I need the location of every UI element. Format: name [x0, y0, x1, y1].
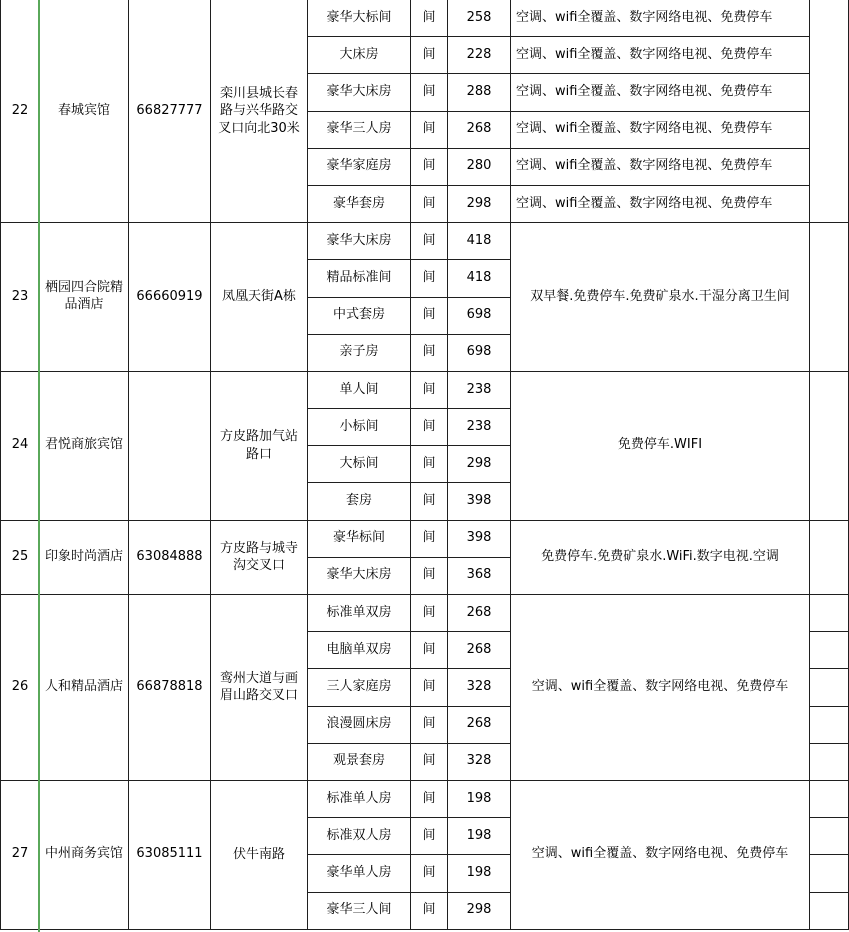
amenities-cell: 空调、wifi全覆盖、数字网络电视、免费停车	[511, 780, 810, 929]
room-type-cell: 中式套房	[308, 297, 411, 334]
table-row	[1, 520, 849, 557]
price-cell: 258	[448, 0, 511, 37]
room-type-cell: 标准单双房	[308, 595, 411, 632]
price-cell: 298	[448, 446, 511, 483]
room-type-cell: 豪华大床房	[308, 74, 411, 111]
address-cell: 凤凰天街A栋	[211, 223, 308, 372]
unit-cell: 间	[411, 409, 448, 446]
empty-cell	[810, 743, 849, 780]
amenities-cell: 空调、wifi全覆盖、数字网络电视、免费停车	[511, 37, 810, 74]
address-cell: 方皮路与城寺沟交叉口	[211, 520, 308, 594]
room-type-cell: 豪华套房	[308, 185, 411, 222]
row-number-cell: 22	[1, 0, 40, 223]
price-cell: 418	[448, 223, 511, 260]
row-number-cell: 23	[1, 223, 40, 372]
room-type-cell: 豪华大床房	[308, 223, 411, 260]
empty-cell	[810, 632, 849, 669]
hotel-name-cell: 中州商务宾馆	[40, 780, 129, 929]
address-cell: 方皮路加气站路口	[211, 371, 308, 520]
unit-cell: 间	[411, 74, 448, 111]
unit-cell: 间	[411, 334, 448, 371]
price-cell: 268	[448, 706, 511, 743]
phone-cell: 66878818	[129, 595, 211, 781]
table-row	[1, 780, 849, 817]
row-number-cell: 24	[1, 371, 40, 520]
amenities-cell: 空调、wifi全覆盖、数字网络电视、免费停车	[511, 111, 810, 148]
empty-cell	[810, 780, 849, 817]
price-cell: 268	[448, 595, 511, 632]
hotel-name-cell: 人和精品酒店	[40, 595, 129, 781]
phone-cell: 66660919	[129, 223, 211, 372]
address-cell: 鸾州大道与画眉山路交叉口	[211, 595, 308, 781]
table-row	[1, 223, 849, 260]
price-cell: 198	[448, 780, 511, 817]
price-cell: 328	[448, 669, 511, 706]
phone-cell: 66827777	[129, 0, 211, 223]
price-cell: 228	[448, 37, 511, 74]
empty-cell	[810, 520, 849, 594]
empty-cell	[810, 818, 849, 855]
phone-cell	[129, 371, 211, 520]
room-type-cell: 大床房	[308, 37, 411, 74]
phone-cell: 63084888	[129, 520, 211, 594]
room-type-cell: 豪华三人房	[308, 111, 411, 148]
unit-cell: 间	[411, 743, 448, 780]
unit-cell: 间	[411, 706, 448, 743]
empty-cell	[810, 223, 849, 372]
price-cell: 268	[448, 111, 511, 148]
unit-cell: 间	[411, 595, 448, 632]
green-grid-line	[38, 0, 40, 932]
unit-cell: 间	[411, 297, 448, 334]
empty-cell	[810, 855, 849, 892]
empty-cell	[810, 371, 849, 520]
amenities-cell: 空调、wifi全覆盖、数字网络电视、免费停车	[511, 595, 810, 781]
unit-cell: 间	[411, 260, 448, 297]
price-cell: 698	[448, 297, 511, 334]
amenities-cell: 空调、wifi全覆盖、数字网络电视、免费停车	[511, 0, 810, 37]
amenities-cell: 双早餐.免费停车.免费矿泉水.干湿分离卫生间	[511, 223, 810, 372]
amenities-cell: 空调、wifi全覆盖、数字网络电视、免费停车	[511, 148, 810, 185]
table-row	[1, 0, 849, 37]
price-cell: 298	[448, 185, 511, 222]
unit-cell: 间	[411, 483, 448, 520]
room-type-cell: 单人间	[308, 371, 411, 408]
price-cell: 698	[448, 334, 511, 371]
room-type-cell: 套房	[308, 483, 411, 520]
hotel-name-cell: 春城宾馆	[40, 0, 129, 223]
row-number-cell: 25	[1, 520, 40, 594]
unit-cell: 间	[411, 669, 448, 706]
price-cell: 238	[448, 371, 511, 408]
empty-cell	[810, 0, 849, 223]
address-cell: 栾川县城长春路与兴华路交叉口向北30米	[211, 0, 308, 223]
price-cell: 280	[448, 148, 511, 185]
room-type-cell: 豪华大标间	[308, 0, 411, 37]
price-cell: 398	[448, 483, 511, 520]
unit-cell: 间	[411, 892, 448, 929]
hotel-name-cell: 印象时尚酒店	[40, 520, 129, 594]
empty-cell	[810, 669, 849, 706]
price-cell: 268	[448, 632, 511, 669]
price-cell: 328	[448, 743, 511, 780]
unit-cell: 间	[411, 223, 448, 260]
room-type-cell: 豪华标间	[308, 520, 411, 557]
unit-cell: 间	[411, 557, 448, 594]
room-type-cell: 观景套房	[308, 743, 411, 780]
room-type-cell: 小标间	[308, 409, 411, 446]
room-type-cell: 大标间	[308, 446, 411, 483]
price-cell: 298	[448, 892, 511, 929]
unit-cell: 间	[411, 446, 448, 483]
room-type-cell: 标准双人房	[308, 818, 411, 855]
unit-cell: 间	[411, 111, 448, 148]
table-row	[1, 371, 849, 408]
room-type-cell: 豪华三人间	[308, 892, 411, 929]
phone-cell: 63085111	[129, 780, 211, 929]
price-cell: 238	[448, 409, 511, 446]
price-cell: 418	[448, 260, 511, 297]
price-cell: 288	[448, 74, 511, 111]
unit-cell: 间	[411, 520, 448, 557]
hotel-name-cell: 君悦商旅宾馆	[40, 371, 129, 520]
room-type-cell: 电脑单双房	[308, 632, 411, 669]
empty-cell	[810, 706, 849, 743]
room-type-cell: 亲子房	[308, 334, 411, 371]
room-type-cell: 标准单人房	[308, 780, 411, 817]
unit-cell: 间	[411, 818, 448, 855]
unit-cell: 间	[411, 855, 448, 892]
room-type-cell: 豪华单人房	[308, 855, 411, 892]
amenities-cell: 空调、wifi全覆盖、数字网络电视、免费停车	[511, 185, 810, 222]
room-type-cell: 浪漫圆床房	[308, 706, 411, 743]
room-type-cell: 精品标准间	[308, 260, 411, 297]
unit-cell: 间	[411, 0, 448, 37]
empty-cell	[810, 595, 849, 632]
unit-cell: 间	[411, 371, 448, 408]
amenities-cell: 免费停车.免费矿泉水.WiFi.数字电视.空调	[511, 520, 810, 594]
hotel-name-cell: 栖园四合院精品酒店	[40, 223, 129, 372]
unit-cell: 间	[411, 37, 448, 74]
table-row	[1, 595, 849, 632]
room-type-cell: 三人家庭房	[308, 669, 411, 706]
amenities-cell: 免费停车.WIFI	[511, 371, 810, 520]
row-number-cell: 26	[1, 595, 40, 781]
unit-cell: 间	[411, 185, 448, 222]
unit-cell: 间	[411, 148, 448, 185]
room-type-cell: 豪华大床房	[308, 557, 411, 594]
price-cell: 398	[448, 520, 511, 557]
room-type-cell: 豪华家庭房	[308, 148, 411, 185]
price-cell: 198	[448, 855, 511, 892]
price-cell: 368	[448, 557, 511, 594]
row-number-cell: 27	[1, 780, 40, 929]
unit-cell: 间	[411, 780, 448, 817]
unit-cell: 间	[411, 632, 448, 669]
address-cell: 伏牛南路	[211, 780, 308, 929]
empty-cell	[810, 892, 849, 929]
price-cell: 198	[448, 818, 511, 855]
amenities-cell: 空调、wifi全覆盖、数字网络电视、免费停车	[511, 74, 810, 111]
